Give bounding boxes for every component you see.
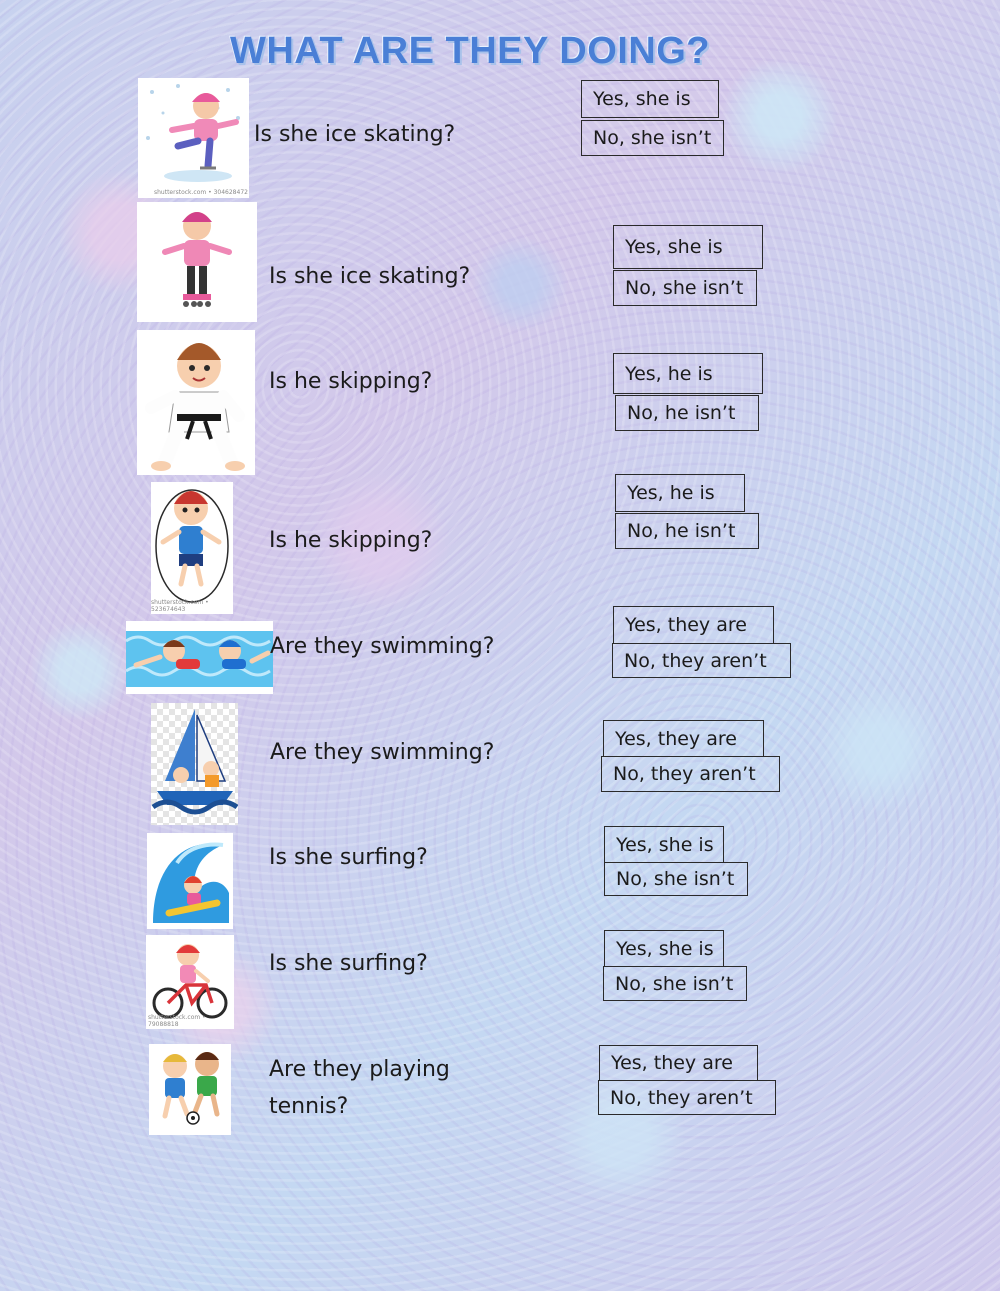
question-text: Is she ice skating? — [254, 122, 456, 147]
question-line: tennis? — [269, 1094, 349, 1119]
question-text: Are they swimming? — [270, 634, 495, 659]
girl-roller-skating-picture — [137, 202, 257, 322]
yes-answer-button[interactable]: Yes, she is — [613, 225, 763, 269]
image-credit: shutterstock.com • 523674643 — [151, 599, 209, 613]
image-credit: shutterstock.com • 79088818 — [148, 1014, 206, 1028]
no-answer-button[interactable]: No, she isn’t — [604, 862, 748, 896]
kids-swimming-picture — [126, 621, 273, 694]
question-text: Is he skipping? — [269, 528, 433, 553]
question-text: Is she surfing? — [269, 845, 428, 870]
boy-karate-picture — [137, 330, 255, 475]
no-answer-button[interactable]: No, they aren’t — [598, 1080, 776, 1115]
yes-answer-button[interactable]: Yes, they are — [603, 720, 764, 757]
no-answer-button[interactable]: No, he isn’t — [615, 395, 759, 431]
question-line: Are they playing — [269, 1057, 450, 1082]
no-answer-button[interactable]: No, he isn’t — [615, 513, 759, 549]
yes-answer-button[interactable]: Yes, they are — [599, 1045, 758, 1081]
no-answer-button[interactable]: No, she isn’t — [581, 120, 724, 156]
no-answer-button[interactable]: No, they aren’t — [612, 643, 791, 678]
yes-answer-button[interactable]: Yes, she is — [604, 930, 724, 967]
question-text: Are they swimming? — [270, 740, 495, 765]
boys-playing-football-picture — [149, 1044, 231, 1135]
yes-answer-button[interactable]: Yes, they are — [613, 606, 774, 644]
question-text: Is she ice skating? — [269, 264, 471, 289]
image-credit: shutterstock.com • 304628472 — [154, 189, 248, 196]
kids-sailing-picture — [151, 703, 238, 825]
question-text: Is he skipping? — [269, 369, 433, 394]
yes-answer-button[interactable]: Yes, he is — [615, 474, 745, 512]
no-answer-button[interactable]: No, she isn’t — [603, 966, 747, 1001]
girl-surfing-picture — [147, 833, 233, 929]
yes-answer-button[interactable]: Yes, she is — [581, 80, 719, 118]
girl-cycling-picture — [146, 935, 234, 1029]
yes-answer-button[interactable]: Yes, she is — [604, 826, 724, 863]
girl-ice-skating-picture — [138, 78, 249, 198]
no-answer-button[interactable]: No, she isn’t — [613, 270, 757, 306]
yes-answer-button[interactable]: Yes, he is — [613, 353, 763, 394]
boy-skipping-rope-picture — [151, 482, 233, 614]
no-answer-button[interactable]: No, they aren’t — [601, 756, 780, 792]
page-title: WHAT ARE THEY DOING? — [229, 30, 711, 72]
question-text: Is she surfing? — [269, 951, 428, 976]
